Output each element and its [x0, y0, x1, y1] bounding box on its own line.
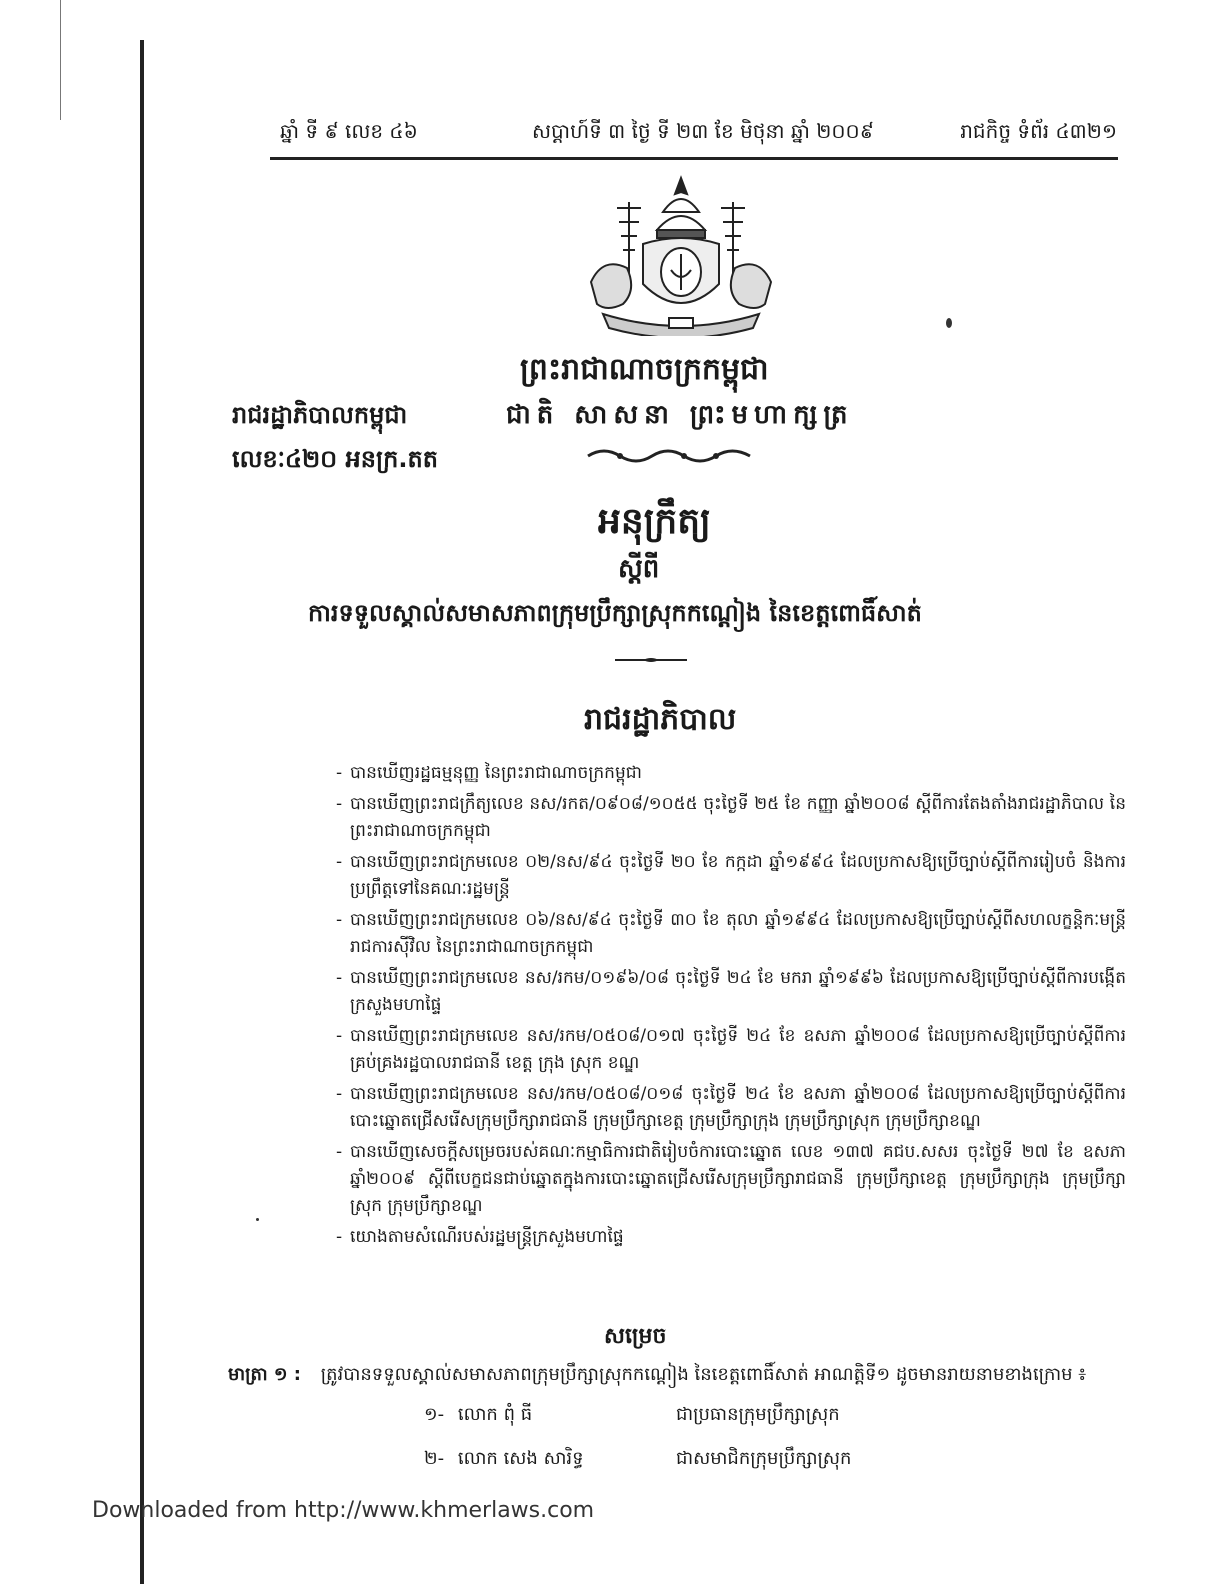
list-item: - បានឃើញព្រះរាជក្រមលេខ នស/រកម/០៥០៨/០១៧ ចុះថ្ងៃទី ២៤ ខែ ឧសភា ឆ្នាំ២០០៨ ដែលប្រកាសឱ្យប្រើច្បាប់ស្តីពីការគ្រប់គ្រងរដ្ឋបាលរាជធានី ខេត្ត ក្រុង ស្រុក ខណ្ឌ: [336, 1026, 1126, 1073]
government-label: រាជរដ្ឋាភិបាលកម្ពុជា: [232, 401, 408, 429]
ornament-divider: [584, 440, 754, 470]
gazette-header: [272, 118, 1117, 158]
concerning-label: ស្តីពី: [618, 554, 660, 584]
list-item: - បានឃើញរដ្ឋធម្មនុញ្ញ នៃព្រះរាជាណាចក្រកម្ពុជា: [336, 763, 642, 783]
member-name: លោក សេង សារិទ្ធ: [457, 1448, 584, 1469]
kingdom-title: ព្រះរាជាណាចក្រកម្ពុជា: [520, 352, 769, 387]
list-item: - បានឃើញព្រះរាជក្រមលេខ នស/រកម/០១៩៦/០៨ ចុះថ្ងៃទី ២៤ ខែ មករា ឆ្នាំ១៩៩៦ ដែលប្រកាសឱ្យប្រើច្បាប់ស្តីពីការបង្កើតក្រសួងមហាផ្ទៃ: [336, 968, 1126, 1015]
list-item: - បានឃើញសេចក្តីសម្រេចរបស់គណៈកម្មាធិការជាតិរៀបចំការបោះឆ្នោត លេខ ១៣៧ គជប.សសរ ចុះថ្ងៃទី ២៧ ខែ ឧសភា ឆ្នាំ២០០៩ ស្តីពីបេក្ខជនជាប់ឆ្នោតក្នុងការបោះឆ្នោតជ្រើសរើសក្រុមប្រឹក្សារាជធានី ក្រុមប្រឹក្សាខេត្ត ក្រុមប្រឹក្សាក្រុង ក្រុមប្រឹក្សាស្រុក ក្រុមប្រឹក្សាខណ្ឌ: [336, 1142, 1126, 1216]
document-number: លេខៈ៤២០ អនក្រ.តត: [232, 445, 438, 473]
header-issue: ឆ្នាំ ទី ៩ លេខ ៤៦: [280, 119, 418, 143]
member-row: [424, 1446, 584, 1473]
article-text: ត្រូវបានទទួលស្គាល់សមាសភាពក្រុមប្រឹក្សាស្រុកកណ្តៀង នៃខេត្តពោធិ៍សាត់ អាណត្តិទី១ ដូចមានរាយនាមខាងក្រោម ៖: [320, 1364, 1087, 1385]
scan-border-line: [140, 40, 144, 1584]
article-label: មាត្រា ១ :: [228, 1364, 301, 1385]
header-page: រាជកិច្ច ទំព័រ ៤៣២១: [960, 119, 1117, 143]
list-item: - បានឃើញព្រះរាជក្រមលេខ នស/រកម/០៥០៨/០១៨ ចុះថ្ងៃទី ២៤ ខែ ឧសភា ឆ្នាំ២០០៨ ដែលប្រកាសឱ្យប្រើច្បាប់ស្តីពីការបោះឆ្នោតជ្រើសរើសក្រុមប្រឹក្សារាជធានី ក្រុមប្រឹក្សាខេត្ត ក្រុមប្រឹក្សាក្រុង ក្រុមប្រឹក្សាស្រុក ក្រុមប្រឹក្សាខណ្ឌ: [336, 1084, 1126, 1131]
header-rule: [270, 157, 1118, 160]
document-type-title: អនុក្រឹត្យ: [598, 501, 711, 542]
national-motto: ជាតិ សាសនា ព្រះមហាក្សត្រ: [506, 400, 854, 430]
scan-border-line-faint: [60, 0, 61, 120]
scan-speck: [256, 1218, 259, 1221]
member-number: ២-: [424, 1448, 445, 1469]
header-date: សប្តាហ៍ទី ៣ ថ្ងៃ ទី ២៣ ខែ មិថុនា ឆ្នាំ ២០០៩: [532, 119, 874, 143]
member-role: ជាប្រធានក្រុមប្រឹក្សាស្រុក: [676, 1404, 840, 1425]
document-subject: ការទទួលស្គាល់សមាសភាពក្រុមប្រឹក្សាស្រុកកណ្តៀង នៃខេត្តពោធិ៍សាត់: [308, 599, 922, 627]
royal-coat-of-arms-emblem: [583, 172, 779, 336]
decides-heading: សម្រេច: [604, 1324, 667, 1349]
list-item: - បានឃើញព្រះរាជក្រមលេខ ០៦/នស/៩៤ ចុះថ្ងៃទី ៣០ ខែ តុលា ឆ្នាំ១៩៩៤ ដែលប្រកាសឱ្យប្រើច្បាប់ស្តីពីសហលក្ខន្តិកៈមន្ត្រីរាជការស៊ីវិល នៃព្រះរាជាណាចក្រកម្ពុជា: [336, 910, 1126, 957]
member-role: ជាសមាជិកក្រុមប្រឹក្សាស្រុក: [676, 1448, 852, 1469]
article-1: [228, 1362, 1086, 1389]
government-heading: រាជរដ្ឋាភិបាល: [584, 702, 737, 737]
scan-speck: [946, 318, 952, 328]
small-divider: [615, 656, 687, 664]
member-number: ១-: [424, 1404, 445, 1425]
list-item: - យោងតាមសំណើរបស់រដ្ឋមន្ត្រីក្រសួងមហាផ្ទៃ: [336, 1227, 624, 1247]
considerations-list: [336, 760, 1126, 1255]
list-item: - បានឃើញព្រះរាជក្រមលេខ ០២/នស/៩៤ ចុះថ្ងៃទី ២០ ខែ កក្កដា ឆ្នាំ១៩៩៤ ដែលប្រកាសឱ្យប្រើច្បាប់ស្តីពីការរៀបចំ និងការប្រព្រឹត្តទៅនៃគណៈរដ្ឋមន្ត្រី: [336, 852, 1126, 899]
member-name: លោក ពុំ ធី: [457, 1404, 533, 1425]
download-source-footer: Downloaded from http://www.khmerlaws.com: [92, 1498, 595, 1523]
list-item: - បានឃើញព្រះរាជក្រឹត្យលេខ នស/រកត/០៩០៨/១០៥៥ ចុះថ្ងៃទី ២៥ ខែ កញ្ញា ឆ្នាំ២០០៨ ស្តីពីការតែងតាំងរាជរដ្ឋាភិបាល នៃព្រះរាជាណាចក្រកម្ពុជា: [336, 794, 1126, 841]
member-row: [424, 1402, 532, 1429]
